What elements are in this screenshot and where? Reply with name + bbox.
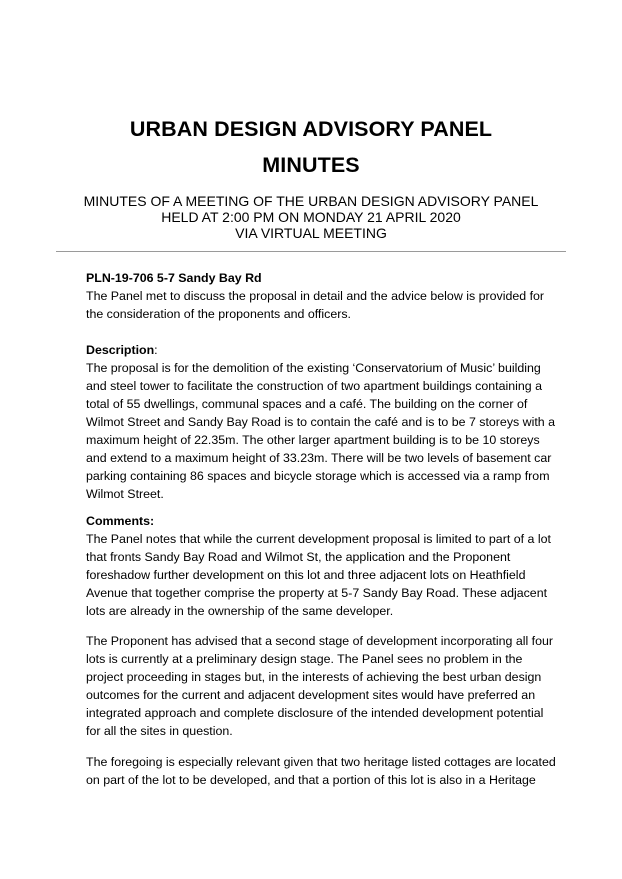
paragraph	[86, 632, 586, 740]
text-line: and extend to a maximum height of 33.23m. There will be two levels of basement car	[86, 451, 552, 465]
comments-paragraph-3	[86, 753, 586, 789]
text-line: total of 55 dwellings, communal spaces and a café. The building on the corner of	[86, 397, 528, 411]
document-title: URBAN DESIGN ADVISORY PANEL	[129, 117, 493, 141]
application-reference-heading: PLN-19-706 5-7 Sandy Bay Rd	[86, 271, 262, 285]
text-line: project proceeding in stages but, in the interests of achieving the best urban design	[86, 670, 542, 684]
text-line: The Proponent has advised that a second stage of development incorporating all four	[86, 634, 554, 648]
description-paragraph	[86, 359, 586, 503]
text-line: The Panel notes that while the current development proposal is limited to part of a lot	[86, 532, 551, 546]
text-line: Wilmot Street.	[86, 487, 164, 501]
comments-paragraph-2	[86, 632, 586, 740]
paragraph	[86, 753, 586, 789]
comments-paragraph-1	[86, 530, 586, 620]
text-line: lots are already in the ownership of the same developer.	[86, 604, 394, 618]
header-divider	[56, 251, 566, 252]
text-line: that fronts Sandy Bay Road and Wilmot St, the application and the Proponent	[86, 550, 511, 564]
text-line: maximum height of 22.35m. The other larger apartment building is to be 10 storeys	[86, 433, 540, 447]
text-line: the consideration of the proponents and officers.	[86, 307, 351, 321]
reference-section	[86, 269, 586, 323]
description-heading-colon: :	[154, 343, 158, 357]
comments-section	[86, 512, 586, 620]
text-line: outcomes for the current and adjacent development sites would have preferred an	[86, 688, 536, 702]
description-section	[86, 341, 586, 503]
meeting-info-line: HELD AT 2:00 PM ON MONDAY 21 APRIL 2020	[161, 209, 461, 225]
text-line: The Panel met to discuss the proposal in detail and the advice below is provided for	[86, 289, 545, 303]
description-heading: Description	[86, 343, 155, 357]
text-line: and steel tower to facilitate the construction of two apartment buildings containing a	[86, 379, 542, 393]
text-line: parking containing 86 spaces and bicycle storage which is accessed via a ramp from	[86, 469, 550, 483]
text-line: The proposal is for the demolition of the existing ‘Conservatorium of Music’ building	[86, 361, 541, 375]
text-line: The foregoing is especially relevant given that two heritage listed cottages are located	[86, 755, 556, 769]
text-line: integrated approach and complete disclosure of the intended development potential	[86, 706, 544, 720]
text-line: for all the sites in question.	[86, 724, 233, 738]
document-subtitle-minutes: MINUTES	[262, 153, 360, 177]
description-heading-row	[86, 341, 586, 359]
text-line: Wilmot Street and Sandy Bay Road is to contain the café and is to be 7 storeys with a	[86, 415, 556, 429]
text-line: Avenue that together comprise the property at 5-7 Sandy Bay Road. These adjacent	[86, 586, 548, 600]
comments-heading: Comments:	[86, 514, 155, 528]
text-line: foreshadow further development on this lot and three adjacent lots on Heathfield	[86, 568, 526, 582]
reference-paragraph	[86, 287, 586, 323]
meeting-info-line: VIA VIRTUAL MEETING	[235, 225, 387, 241]
meeting-info-line: MINUTES OF A MEETING OF THE URBAN DESIGN ADVISORY PANEL	[83, 193, 539, 209]
text-line: lots is currently at a preliminary design stage. The Panel sees no problem in the	[86, 652, 523, 666]
text-line: on part of the lot to be developed, and that a portion of this lot is also in a Heritage	[86, 773, 536, 787]
